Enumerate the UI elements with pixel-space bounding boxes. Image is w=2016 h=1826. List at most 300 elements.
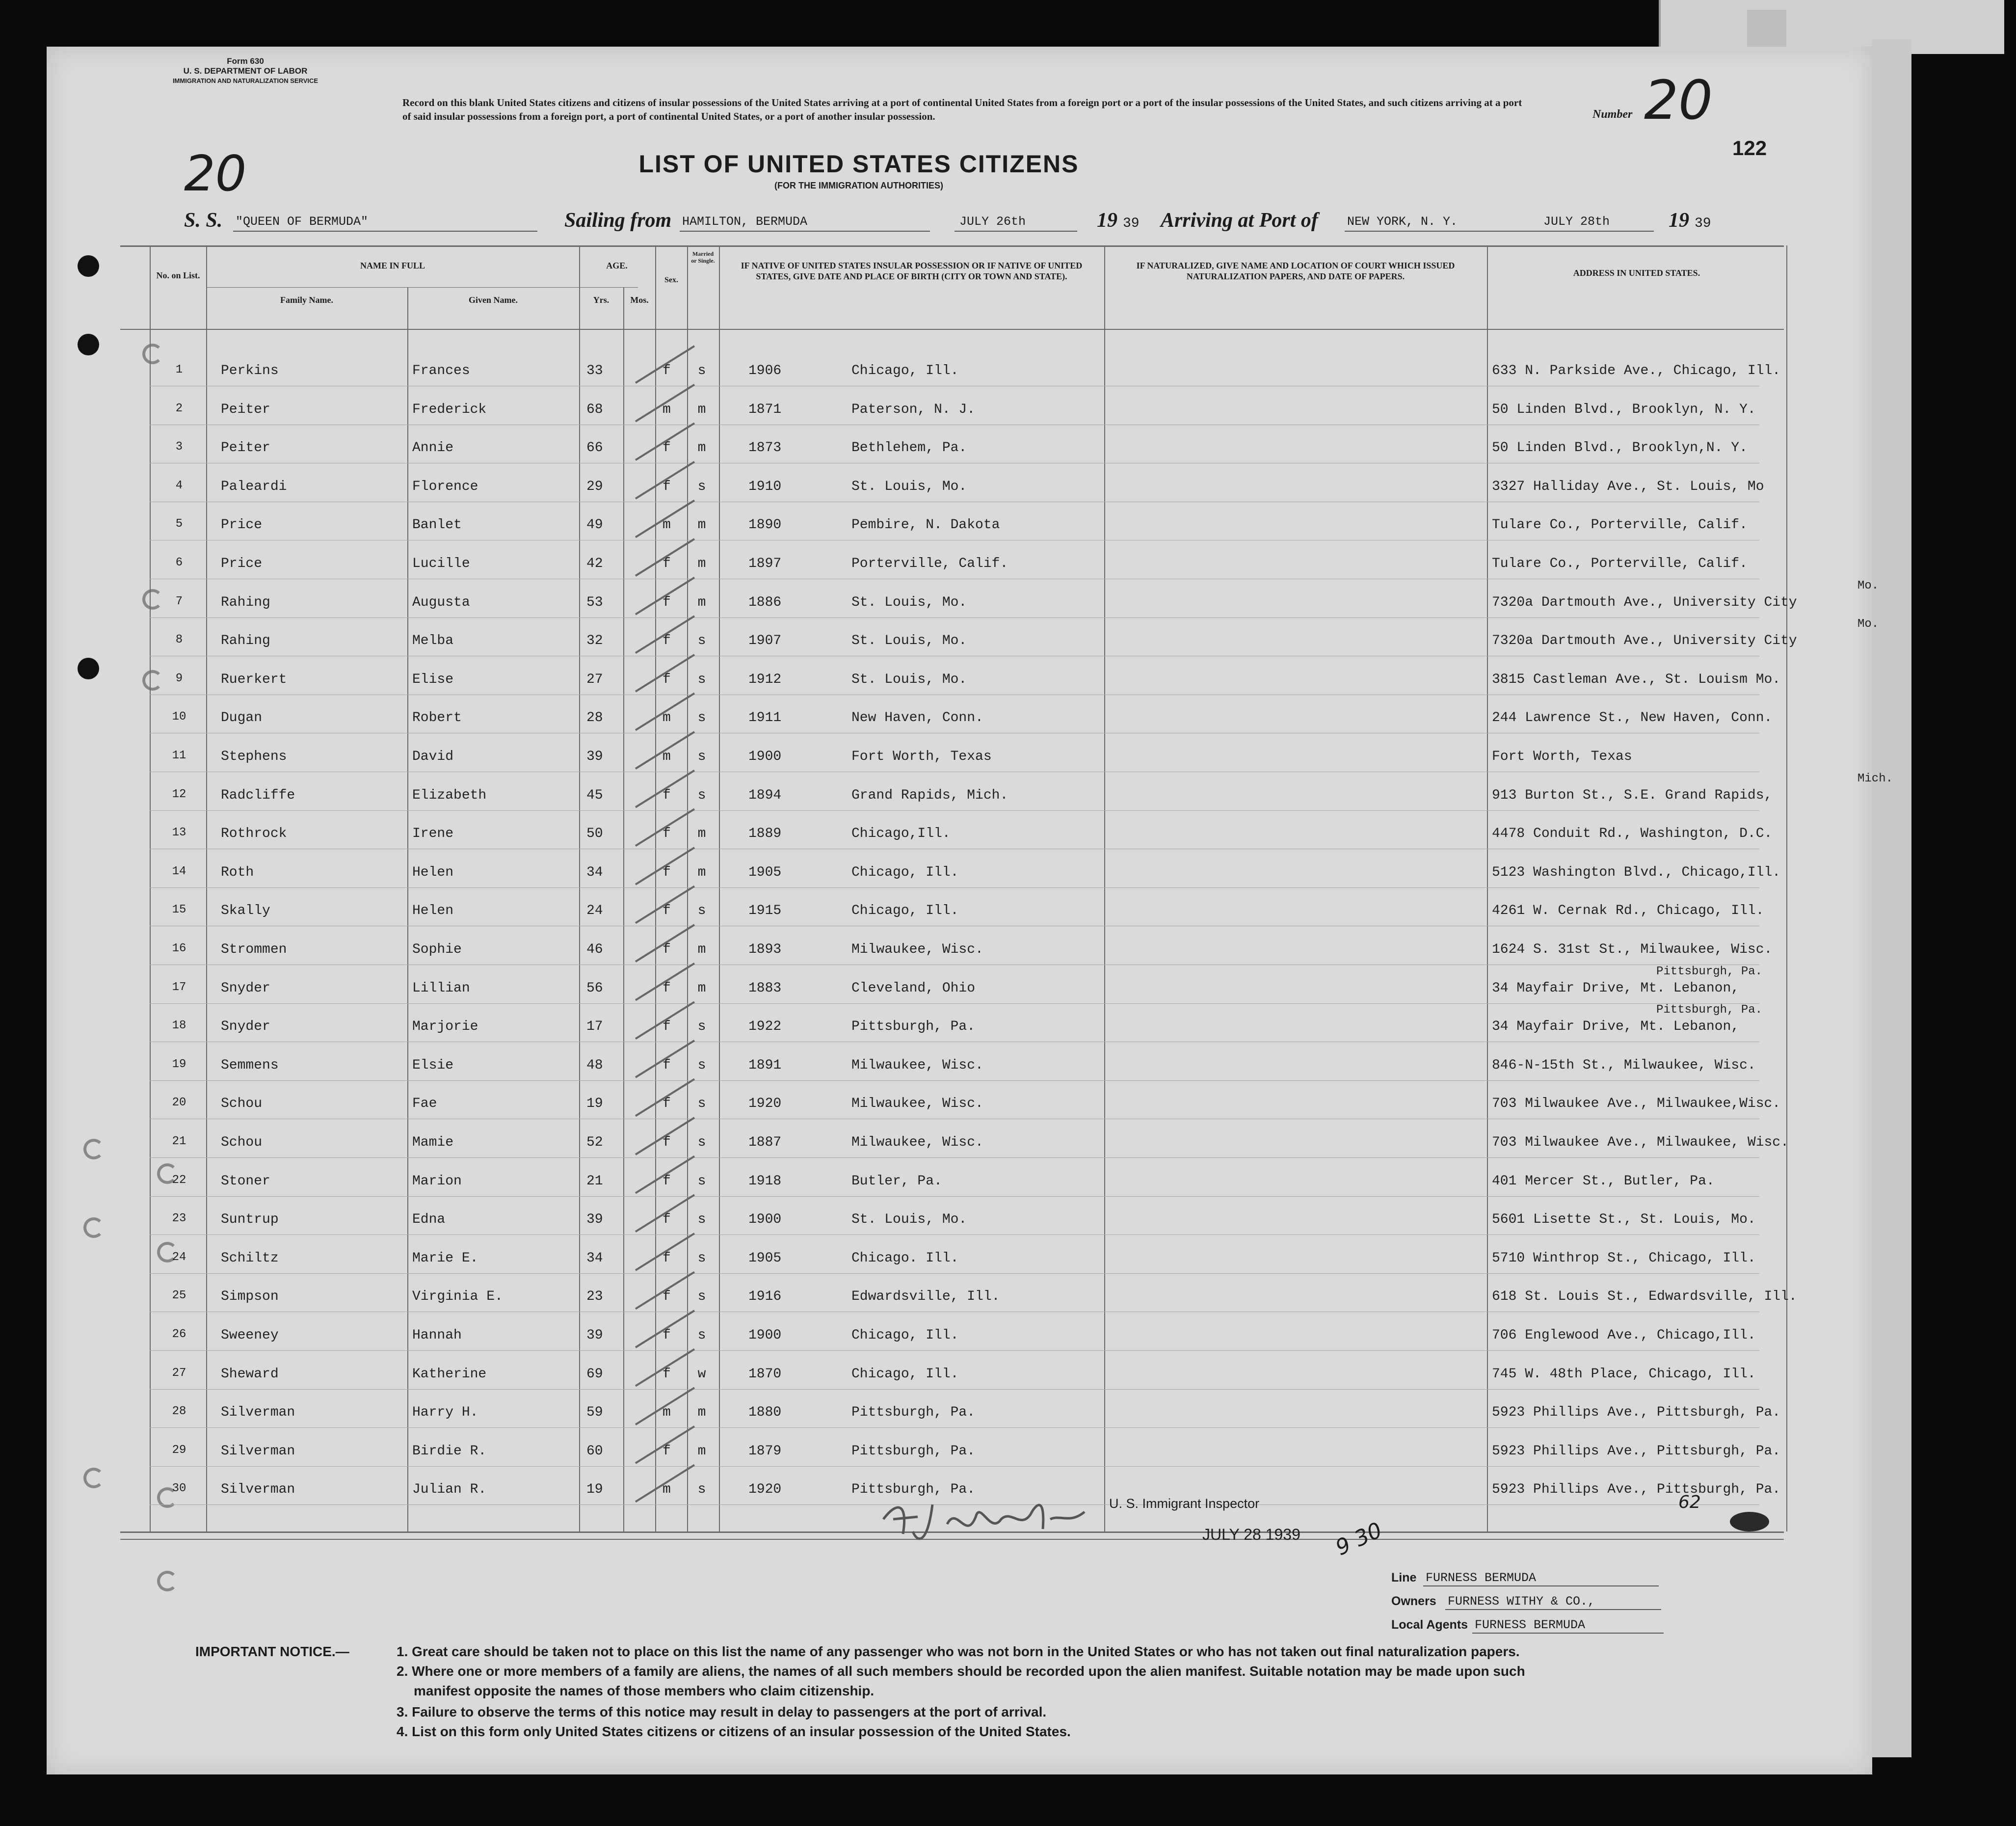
birth-place: Cleveland, Ohio	[851, 980, 976, 996]
us-address: 50 Linden Blvd., Brooklyn, N. Y.	[1492, 402, 1756, 417]
name-subrule	[206, 287, 579, 288]
us-address: 34 Mayfair Drive, Mt. Lebanon,	[1492, 980, 1740, 996]
age-years: 21	[586, 1173, 603, 1189]
notice-item-2: 2. Where one or more members of a family are aliens, the names of all such members should be recorded upon the alien manifest. Suitable notation may be made upon such	[397, 1664, 1525, 1679]
port-underline	[1345, 231, 1654, 232]
agents-label: Local Agents	[1391, 1618, 1468, 1632]
us-address: 1624 S. 31st St., Milwaukee, Wisc.	[1492, 942, 1773, 957]
arriving-port: NEW YORK, N. Y.	[1347, 215, 1458, 229]
row-number: 9	[175, 671, 183, 685]
marital-status: s	[697, 1173, 706, 1189]
given-name: Frances	[412, 363, 470, 378]
age-years: 49	[586, 517, 603, 533]
birth-place: Bethlehem, Pa.	[851, 440, 967, 456]
address-continuation: Mo.	[1857, 618, 1879, 631]
sailing-from: HAMILTON, BERMUDA	[682, 215, 808, 229]
inspector-label: U. S. Immigrant Inspector	[1109, 1496, 1260, 1511]
row-number: 11	[172, 749, 186, 762]
family-name: Paleardi	[221, 479, 287, 494]
birth-year: 1894	[748, 787, 782, 803]
marital-status: m	[697, 942, 706, 957]
age-years: 33	[586, 363, 603, 378]
row-number: 23	[172, 1212, 186, 1226]
tally-mark	[636, 1195, 694, 1232]
given-name: Helen	[412, 903, 454, 919]
binder-ring-mark	[83, 1217, 104, 1238]
sailing-underline	[680, 231, 930, 232]
col-header-married: Married or Single.	[691, 250, 715, 264]
col-header-age: AGE.	[606, 261, 628, 270]
sex: f	[663, 479, 671, 494]
age-years: 28	[586, 710, 603, 726]
marital-status: s	[697, 1250, 706, 1266]
sex: f	[663, 440, 671, 456]
row-number: 27	[172, 1366, 186, 1380]
sex: f	[663, 363, 671, 378]
age-years: 48	[586, 1057, 603, 1073]
ship-name: "QUEEN OF BERMUDA"	[236, 215, 369, 229]
tally-mark	[636, 886, 694, 923]
family-name: Schou	[221, 1096, 263, 1112]
age-years: 19	[586, 1482, 603, 1498]
marital-status: m	[697, 826, 706, 842]
birth-year: 1911	[748, 710, 782, 726]
age-years: 59	[586, 1405, 603, 1421]
tally-mark	[636, 462, 694, 499]
col-rule	[1104, 245, 1105, 1531]
birth-year: 1870	[748, 1366, 782, 1382]
family-name: Silverman	[221, 1443, 295, 1459]
inspector-signature	[878, 1485, 1104, 1549]
birth-place: Chicago,Ill.	[851, 826, 951, 842]
row-rule	[150, 810, 1759, 811]
col-header-no: No. on List.	[156, 270, 200, 280]
page-number: 122	[1732, 136, 1767, 160]
agents-value: FURNESS BERMUDA	[1475, 1618, 1586, 1632]
owners-underline	[1445, 1609, 1661, 1610]
col-rule	[206, 245, 207, 1531]
us-address: Fort Worth, Texas	[1492, 749, 1632, 764]
row-rule	[150, 1157, 1759, 1158]
form-reference	[118, 56, 373, 86]
tally-mark	[636, 423, 694, 460]
birth-place: Grand Rapids, Mich.	[851, 787, 1008, 803]
birth-year: 1880	[748, 1405, 782, 1421]
age-years: 39	[586, 1212, 603, 1228]
marital-status: s	[697, 749, 706, 764]
col-header-family: Family Name.	[280, 295, 333, 305]
manifest-number: 20	[1644, 69, 1713, 132]
birth-place: Pittsburgh, Pa.	[851, 1443, 976, 1459]
sailing-year: 39	[1123, 216, 1140, 231]
pencil-tally-marks	[626, 245, 773, 1531]
birth-place: St. Louis, Mo.	[851, 594, 967, 610]
family-name: Peiter	[221, 402, 270, 417]
col-header-given: Given Name.	[469, 295, 518, 305]
given-name: Mamie	[412, 1135, 454, 1150]
row-number: 18	[172, 1019, 186, 1033]
row-number: 3	[175, 440, 183, 454]
notice-title: IMPORTANT NOTICE.—	[195, 1644, 349, 1659]
header-bottom-rule	[120, 329, 1784, 330]
birth-place: Fort Worth, Texas	[851, 749, 992, 764]
sex: f	[663, 864, 671, 880]
binder-hole	[78, 334, 99, 355]
sex: m	[663, 517, 671, 533]
page-edge	[1872, 39, 1911, 1757]
row-number: 26	[172, 1328, 186, 1341]
back-sheet-edge	[1659, 0, 2004, 54]
marital-status: s	[697, 1096, 706, 1112]
age-years: 39	[586, 749, 603, 764]
birth-place: Paterson, N. J.	[851, 402, 976, 417]
form-instructions: Record on this blank United States citizens and citizens of insular possessions of the United States arriving at a port of continental United States from a foreign port or a port of the insular possessions of the United States, and such citizens arriving at a port of said insular possessions from a foreign port, a port of continental United States, or a port of another insular possession.	[402, 97, 1522, 122]
birth-year: 1916	[748, 1289, 782, 1305]
birth-place: St. Louis, Mo.	[851, 1212, 967, 1228]
family-name: Silverman	[221, 1405, 295, 1421]
marital-status: s	[697, 633, 706, 649]
given-name: Virginia E.	[412, 1289, 503, 1305]
given-name: Lucille	[412, 556, 470, 571]
owners-value: FURNESS WITHY & CO.,	[1448, 1594, 1595, 1609]
col-header-naturalized: IF NATURALIZED, GIVE NAME AND LOCATION OF COURT WHICH ISSUED NATURALIZATION PAPERS, AND DATE OF PAPERS.	[1136, 261, 1455, 281]
row-rule	[150, 1350, 1759, 1351]
birth-place: Chicago, Ill.	[851, 1366, 959, 1382]
birth-place: Porterville, Calif.	[851, 556, 1008, 571]
tally-mark	[636, 809, 694, 846]
birth-place: Chicago, Ill.	[851, 903, 959, 919]
us-address: 633 N. Parkside Ave., Chicago, Ill.	[1492, 363, 1781, 378]
birth-place: St. Louis, Mo.	[851, 479, 967, 494]
birth-place: Milwaukee, Wisc.	[851, 942, 983, 957]
row-number: 19	[172, 1057, 186, 1071]
sex: f	[663, 1019, 671, 1035]
us-address: 706 Englewood Ave., Chicago,Ill.	[1492, 1328, 1756, 1343]
sailing-label: Sailing from	[564, 209, 672, 232]
family-name: Sweeney	[221, 1328, 279, 1343]
given-name: Augusta	[412, 594, 470, 610]
notice-item-3: 3. Failure to observe the terms of this notice may result in delay to passengers at the port of arrival.	[397, 1704, 1047, 1719]
marital-status: m	[697, 402, 706, 417]
col-header-address: ADDRESS IN UNITED STATES.	[1573, 268, 1700, 278]
sex: f	[663, 1443, 671, 1459]
sex: f	[663, 556, 671, 571]
page-title: LIST OF UNITED STATES CITIZENS	[638, 150, 1079, 178]
family-name: Radcliffe	[221, 787, 295, 803]
sex: f	[663, 594, 671, 610]
given-name: Julian R.	[412, 1482, 487, 1498]
given-name: Katherine	[412, 1366, 487, 1382]
birth-place: St. Louis, Mo.	[851, 671, 967, 687]
col-header-birth: IF NATIVE OF UNITED STATES INSULAR POSSESSION OR IF NATIVE OF UNITED STATES, GIVE DATE AND PLACE OF BIRTH (CITY OR TOWN AND STATE).	[741, 261, 1083, 281]
owners-label: Owners	[1391, 1594, 1436, 1608]
birth-year: 1900	[748, 1212, 782, 1228]
marital-status: m	[697, 556, 706, 571]
row-rule	[150, 887, 1759, 888]
marital-status: m	[697, 980, 706, 996]
given-name: Lillian	[412, 980, 470, 996]
tally-mark	[636, 925, 694, 962]
us-address: 401 Mercer St., Butler, Pa.	[1492, 1173, 1715, 1189]
sex: f	[663, 1057, 671, 1073]
col-rule	[579, 245, 580, 1531]
birth-year: 1920	[748, 1096, 782, 1112]
birth-year: 1887	[748, 1135, 782, 1150]
us-address: 5601 Lisette St., St. Louis, Mo.	[1492, 1212, 1756, 1228]
family-name: Ruerkert	[221, 671, 287, 687]
address-continuation: Mo.	[1857, 579, 1879, 592]
address-continuation: Pittsburgh, Pa.	[1656, 965, 1763, 978]
sex: f	[663, 980, 671, 996]
birth-year: 1897	[748, 556, 782, 571]
birth-year: 1905	[748, 1250, 782, 1266]
age-years: 46	[586, 942, 603, 957]
tally-mark	[636, 732, 694, 769]
given-name: Annie	[412, 440, 454, 456]
tally-mark	[636, 346, 694, 383]
family-name: Stoner	[221, 1173, 270, 1189]
us-address: 3327 Halliday Ave., St. Louis, Mo	[1492, 479, 1764, 494]
tally-mark	[636, 964, 694, 1000]
given-name: Fae	[412, 1096, 437, 1112]
birth-year: 1920	[748, 1482, 782, 1498]
birth-place: Chicago. Ill.	[851, 1250, 959, 1266]
marital-status: w	[697, 1366, 706, 1382]
sex: f	[663, 1328, 671, 1343]
birth-year: 1891	[748, 1057, 782, 1073]
birth-place: Pittsburgh, Pa.	[851, 1405, 976, 1421]
family-name: Rothrock	[221, 826, 287, 842]
us-address: 5923 Phillips Ave., Pittsburgh, Pa.	[1492, 1405, 1781, 1421]
birth-place: Butler, Pa.	[851, 1173, 942, 1189]
col-header-mos: Mos.	[630, 295, 649, 305]
family-name: Semmens	[221, 1057, 279, 1073]
given-name: Marjorie	[412, 1019, 478, 1035]
tally-mark	[636, 1465, 694, 1502]
row-number: 22	[172, 1173, 186, 1187]
age-years: 68	[586, 402, 603, 417]
row-number: 16	[172, 942, 186, 955]
date-underline	[955, 231, 1077, 232]
binder-ring-mark	[83, 1468, 104, 1488]
sex: f	[663, 942, 671, 957]
tally-mark	[636, 1311, 694, 1347]
marital-status: s	[697, 710, 706, 726]
ink-blot	[1727, 1507, 1772, 1536]
age-years: 60	[586, 1443, 603, 1459]
family-name: Strommen	[221, 942, 287, 957]
age-years: 66	[586, 440, 603, 456]
given-name: Robert	[412, 710, 462, 726]
family-name: Suntrup	[221, 1212, 279, 1228]
birth-place: Chicago, Ill.	[851, 363, 959, 378]
sex: m	[663, 1482, 671, 1498]
family-name: Dugan	[221, 710, 263, 726]
given-name: Frederick	[412, 402, 487, 417]
us-address: 703 Milwaukee Ave., Milwaukee,Wisc.	[1492, 1096, 1781, 1112]
row-number: 21	[172, 1135, 186, 1148]
marital-status: s	[697, 1482, 706, 1498]
row-number: 10	[172, 710, 186, 724]
us-address: Tulare Co., Porterville, Calif.	[1492, 556, 1748, 571]
marital-status: m	[697, 864, 706, 880]
given-name: Marie E.	[412, 1250, 478, 1266]
sex: f	[663, 787, 671, 803]
given-name: Elizabeth	[412, 787, 487, 803]
given-name: Florence	[412, 479, 478, 494]
us-address: 618 St. Louis St., Edwardsville, Ill.	[1492, 1289, 1797, 1305]
col-header-name: NAME IN FULL	[360, 261, 425, 270]
birth-place: Milwaukee, Wisc.	[851, 1057, 983, 1073]
col-rule	[1786, 245, 1787, 1531]
age-years: 52	[586, 1135, 603, 1150]
row-number: 29	[172, 1443, 186, 1457]
sex: f	[663, 1289, 671, 1305]
birth-year: 1922	[748, 1019, 782, 1035]
birth-year: 1910	[748, 479, 782, 494]
marital-status: s	[697, 787, 706, 803]
marital-status: s	[697, 671, 706, 687]
handwritten-number: 20	[184, 145, 247, 202]
us-address: 5923 Phillips Ave., Pittsburgh, Pa.	[1492, 1443, 1781, 1459]
ship-underline	[233, 231, 537, 232]
us-address: 913 Burton St., S.E. Grand Rapids,	[1492, 787, 1773, 803]
us-address: 4261 W. Cernak Rd., Chicago, Ill.	[1492, 903, 1764, 919]
birth-place: Milwaukee, Wisc.	[851, 1135, 983, 1150]
marital-status: s	[697, 363, 706, 378]
family-name: Price	[221, 517, 263, 533]
family-name: Rahing	[221, 633, 270, 649]
ss-label: S. S.	[184, 209, 223, 232]
birth-year: 1915	[748, 903, 782, 919]
margin-number: 62	[1678, 1492, 1701, 1512]
marital-status: s	[697, 1328, 706, 1343]
age-years: 39	[586, 1328, 603, 1343]
row-number: 25	[172, 1289, 186, 1303]
binder-ring-mark	[157, 1571, 178, 1591]
age-years: 69	[586, 1366, 603, 1382]
us-address: 34 Mayfair Drive, Mt. Lebanon,	[1492, 1019, 1740, 1035]
given-name: Hannah	[412, 1328, 462, 1343]
year-prefix-2: 19	[1669, 209, 1689, 232]
tally-mark	[636, 1118, 694, 1155]
marital-status: s	[697, 1057, 706, 1073]
row-number: 28	[172, 1405, 186, 1419]
marital-status: s	[697, 1212, 706, 1228]
sex: f	[663, 633, 671, 649]
table-top-rule	[120, 245, 1784, 247]
us-address: 703 Milwaukee Ave., Milwaukee, Wisc.	[1492, 1135, 1789, 1150]
family-name: Snyder	[221, 1019, 270, 1035]
year-prefix: 19	[1097, 209, 1117, 232]
us-address: 745 W. 48th Place, Chicago, Ill.	[1492, 1366, 1756, 1382]
col-rule	[1487, 245, 1488, 1531]
family-name: Schou	[221, 1135, 263, 1150]
family-name: Peiter	[221, 440, 270, 456]
birth-place: St. Louis, Mo.	[851, 633, 967, 649]
given-name: Banlet	[412, 517, 462, 533]
age-years: 42	[586, 556, 603, 571]
sex: f	[663, 671, 671, 687]
col-rule	[623, 287, 624, 1531]
age-years: 56	[586, 980, 603, 996]
birth-year: 1900	[748, 1328, 782, 1343]
age-years: 19	[586, 1096, 603, 1112]
col-rule	[150, 245, 151, 1531]
tally-mark	[636, 1388, 694, 1424]
us-address: 5923 Phillips Ave., Pittsburgh, Pa.	[1492, 1482, 1781, 1498]
notice-item-4: 4. List on this form only United States citizens or citizens of an insular possession of the United States.	[397, 1724, 1071, 1739]
marital-status: s	[697, 903, 706, 919]
given-name: Melba	[412, 633, 454, 649]
row-rule	[150, 1003, 1759, 1004]
row-number: 1	[175, 363, 183, 376]
birth-place: Pittsburgh, Pa.	[851, 1019, 976, 1035]
marital-status: s	[697, 479, 706, 494]
form-number: Form 630	[227, 56, 264, 66]
birth-year: 1879	[748, 1443, 782, 1459]
notice-item-2-cont: manifest opposite the names of those members who claim citizenship.	[414, 1683, 875, 1698]
line-value: FURNESS BERMUDA	[1426, 1571, 1537, 1585]
sex: m	[663, 710, 671, 726]
row-number: 6	[175, 556, 183, 569]
family-name: Sheward	[221, 1366, 279, 1382]
row-number: 15	[172, 903, 186, 917]
tally-mark	[636, 385, 694, 422]
binder-hole	[78, 658, 99, 679]
row-rule	[150, 1389, 1759, 1390]
row-number: 2	[175, 402, 183, 415]
row-number: 13	[172, 826, 186, 840]
birth-year: 1900	[748, 749, 782, 764]
handwritten-time: 9 30	[1331, 1517, 1386, 1561]
line-underline	[1423, 1585, 1659, 1586]
passenger-table	[120, 245, 1893, 1531]
birth-place: Chicago, Ill.	[851, 1328, 959, 1343]
given-name: Elsie	[412, 1057, 454, 1073]
us-address: 7320a Dartmouth Ave., University City	[1492, 633, 1797, 649]
row-number: 30	[172, 1482, 186, 1496]
tally-mark	[636, 1234, 694, 1270]
marital-status: m	[697, 440, 706, 456]
family-name: Rahing	[221, 594, 270, 610]
us-address: 3815 Castleman Ave., St. Louism Mo.	[1492, 671, 1781, 687]
birth-year: 1890	[748, 517, 782, 533]
birth-year: 1907	[748, 633, 782, 649]
birth-year: 1893	[748, 942, 782, 957]
birth-year: 1871	[748, 402, 782, 417]
family-name: Snyder	[221, 980, 270, 996]
row-number: 17	[172, 980, 186, 994]
tally-mark	[636, 693, 694, 730]
birth-place: Pittsburgh, Pa.	[851, 1482, 976, 1498]
sex: f	[663, 1250, 671, 1266]
department-name: U. S. DEPARTMENT OF LABOR	[183, 66, 308, 76]
tally-mark	[636, 1041, 694, 1077]
age-years: 27	[586, 671, 603, 687]
age-years: 24	[586, 903, 603, 919]
sex: f	[663, 1212, 671, 1228]
notice-item-1: 1. Great care should be taken not to place on this list the name of any passenger who was not born in the United States or who has not taken out final naturalization papers.	[397, 1644, 1520, 1659]
sex: m	[663, 1405, 671, 1421]
binder-hole	[78, 255, 99, 277]
sex: f	[663, 1173, 671, 1189]
given-name: Sophie	[412, 942, 462, 957]
arriving-label: Arriving at Port of	[1161, 209, 1318, 232]
col-header-yrs: Yrs.	[593, 295, 610, 305]
marital-status: m	[697, 594, 706, 610]
us-address: Tulare Co., Porterville, Calif.	[1492, 517, 1748, 533]
